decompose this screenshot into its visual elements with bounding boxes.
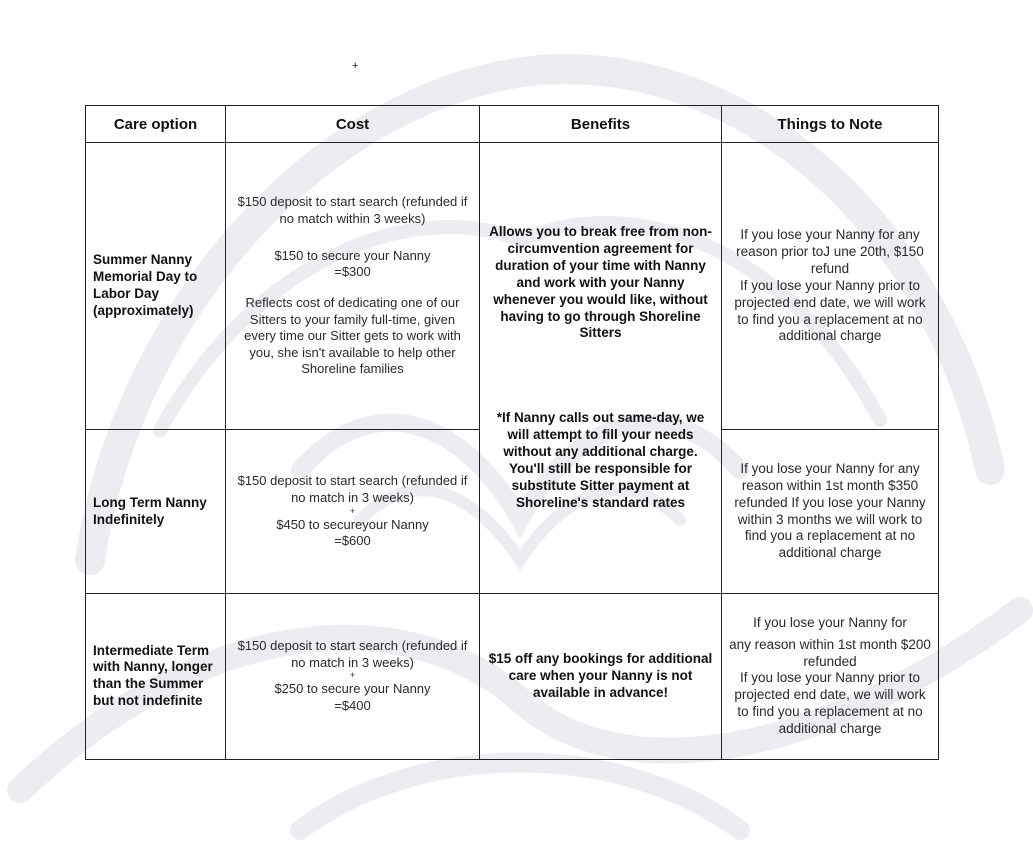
cost-summer — [226, 143, 480, 430]
cost-secure: $450 to secureyour Nanny — [276, 516, 429, 532]
note-refund: If you lose your Nanny for any reason prior toJ une 20th, $150 refund — [736, 227, 924, 276]
cost-intermediate — [226, 593, 480, 759]
cost-total: =$600 — [334, 533, 371, 549]
cost-secure: $250 to secure your Nanny — [274, 681, 431, 697]
cost-plus: + — [349, 505, 356, 516]
cost-plus: + — [349, 670, 356, 681]
plus-mark: + — [352, 60, 359, 72]
cost-deposit: $150 deposit to start search (refunded if no match in 3 weeks) — [237, 638, 468, 670]
header-row — [86, 106, 939, 143]
care-option-long-term: Long Term Nanny Indefinitely — [86, 430, 226, 593]
cost-total: =$300 — [334, 264, 371, 280]
care-options-table — [85, 105, 939, 760]
table-row — [86, 143, 939, 430]
benefit-same-day: *If Nanny calls out same-day, we will attempt to fill your needs without any additional charge. You'll still be responsible for substitute Sitter payment at Shoreline's standard rates — [496, 410, 705, 510]
cost-deposit: $150 deposit to start search (refunded if no match in 3 weeks) — [237, 473, 468, 505]
header-cost: Cost — [226, 106, 480, 143]
note-line-1: If you lose your Nanny for — [753, 614, 907, 630]
header-care-option: Care option — [86, 106, 226, 143]
note-summer — [722, 143, 939, 430]
cost-total: =$400 — [334, 697, 371, 713]
cost-deposit: $150 deposit to start search (refunded if no match within 3 weeks) — [237, 194, 468, 227]
cost-reflects: Reflects cost of dedicating one of our Sitters to your family full-time, given every time our Sitter gets to work with you, she isn't available to help other Shoreline families — [244, 294, 461, 377]
table-row — [86, 593, 939, 759]
benefits-shared — [480, 143, 722, 594]
cost-secure: $150 to secure your Nanny — [274, 247, 431, 263]
note-refund: any reason within 1st month $200 refunded — [729, 636, 931, 669]
note-replacement: If you lose your Nanny prior to projected end date, we will work to find you a replacement at no additional charge — [734, 277, 926, 344]
header-benefits: Benefits — [480, 106, 722, 143]
care-option-summer: Summer Nanny Memorial Day to Labor Day (approximately) — [86, 143, 226, 430]
cost-long-term — [226, 430, 480, 593]
note-intermediate — [722, 593, 939, 759]
header-things-to-note: Things to Note — [722, 106, 939, 143]
benefit-intermediate: $15 off any bookings for additional care when your Nanny is not available in advance! — [480, 593, 722, 759]
care-option-intermediate: Intermediate Term with Nanny, longer than the Summer but not indefinite — [86, 593, 226, 759]
benefit-non-circumvention: Allows you to break free from non-circumvention agreement for duration of your time with Nanny and work with your Nanny whenever you would like, without having to go through Shoreline Sitters — [489, 224, 712, 341]
note-replacement: If you lose your Nanny prior to projected end date, we will work to find you a replacement at no additional charge — [734, 670, 926, 737]
note-long-term: If you lose your Nanny for any reason within 1st month $350 refunded If you lose your Nanny within 3 months we will work to find you a replacement at no additional charge — [722, 430, 939, 593]
